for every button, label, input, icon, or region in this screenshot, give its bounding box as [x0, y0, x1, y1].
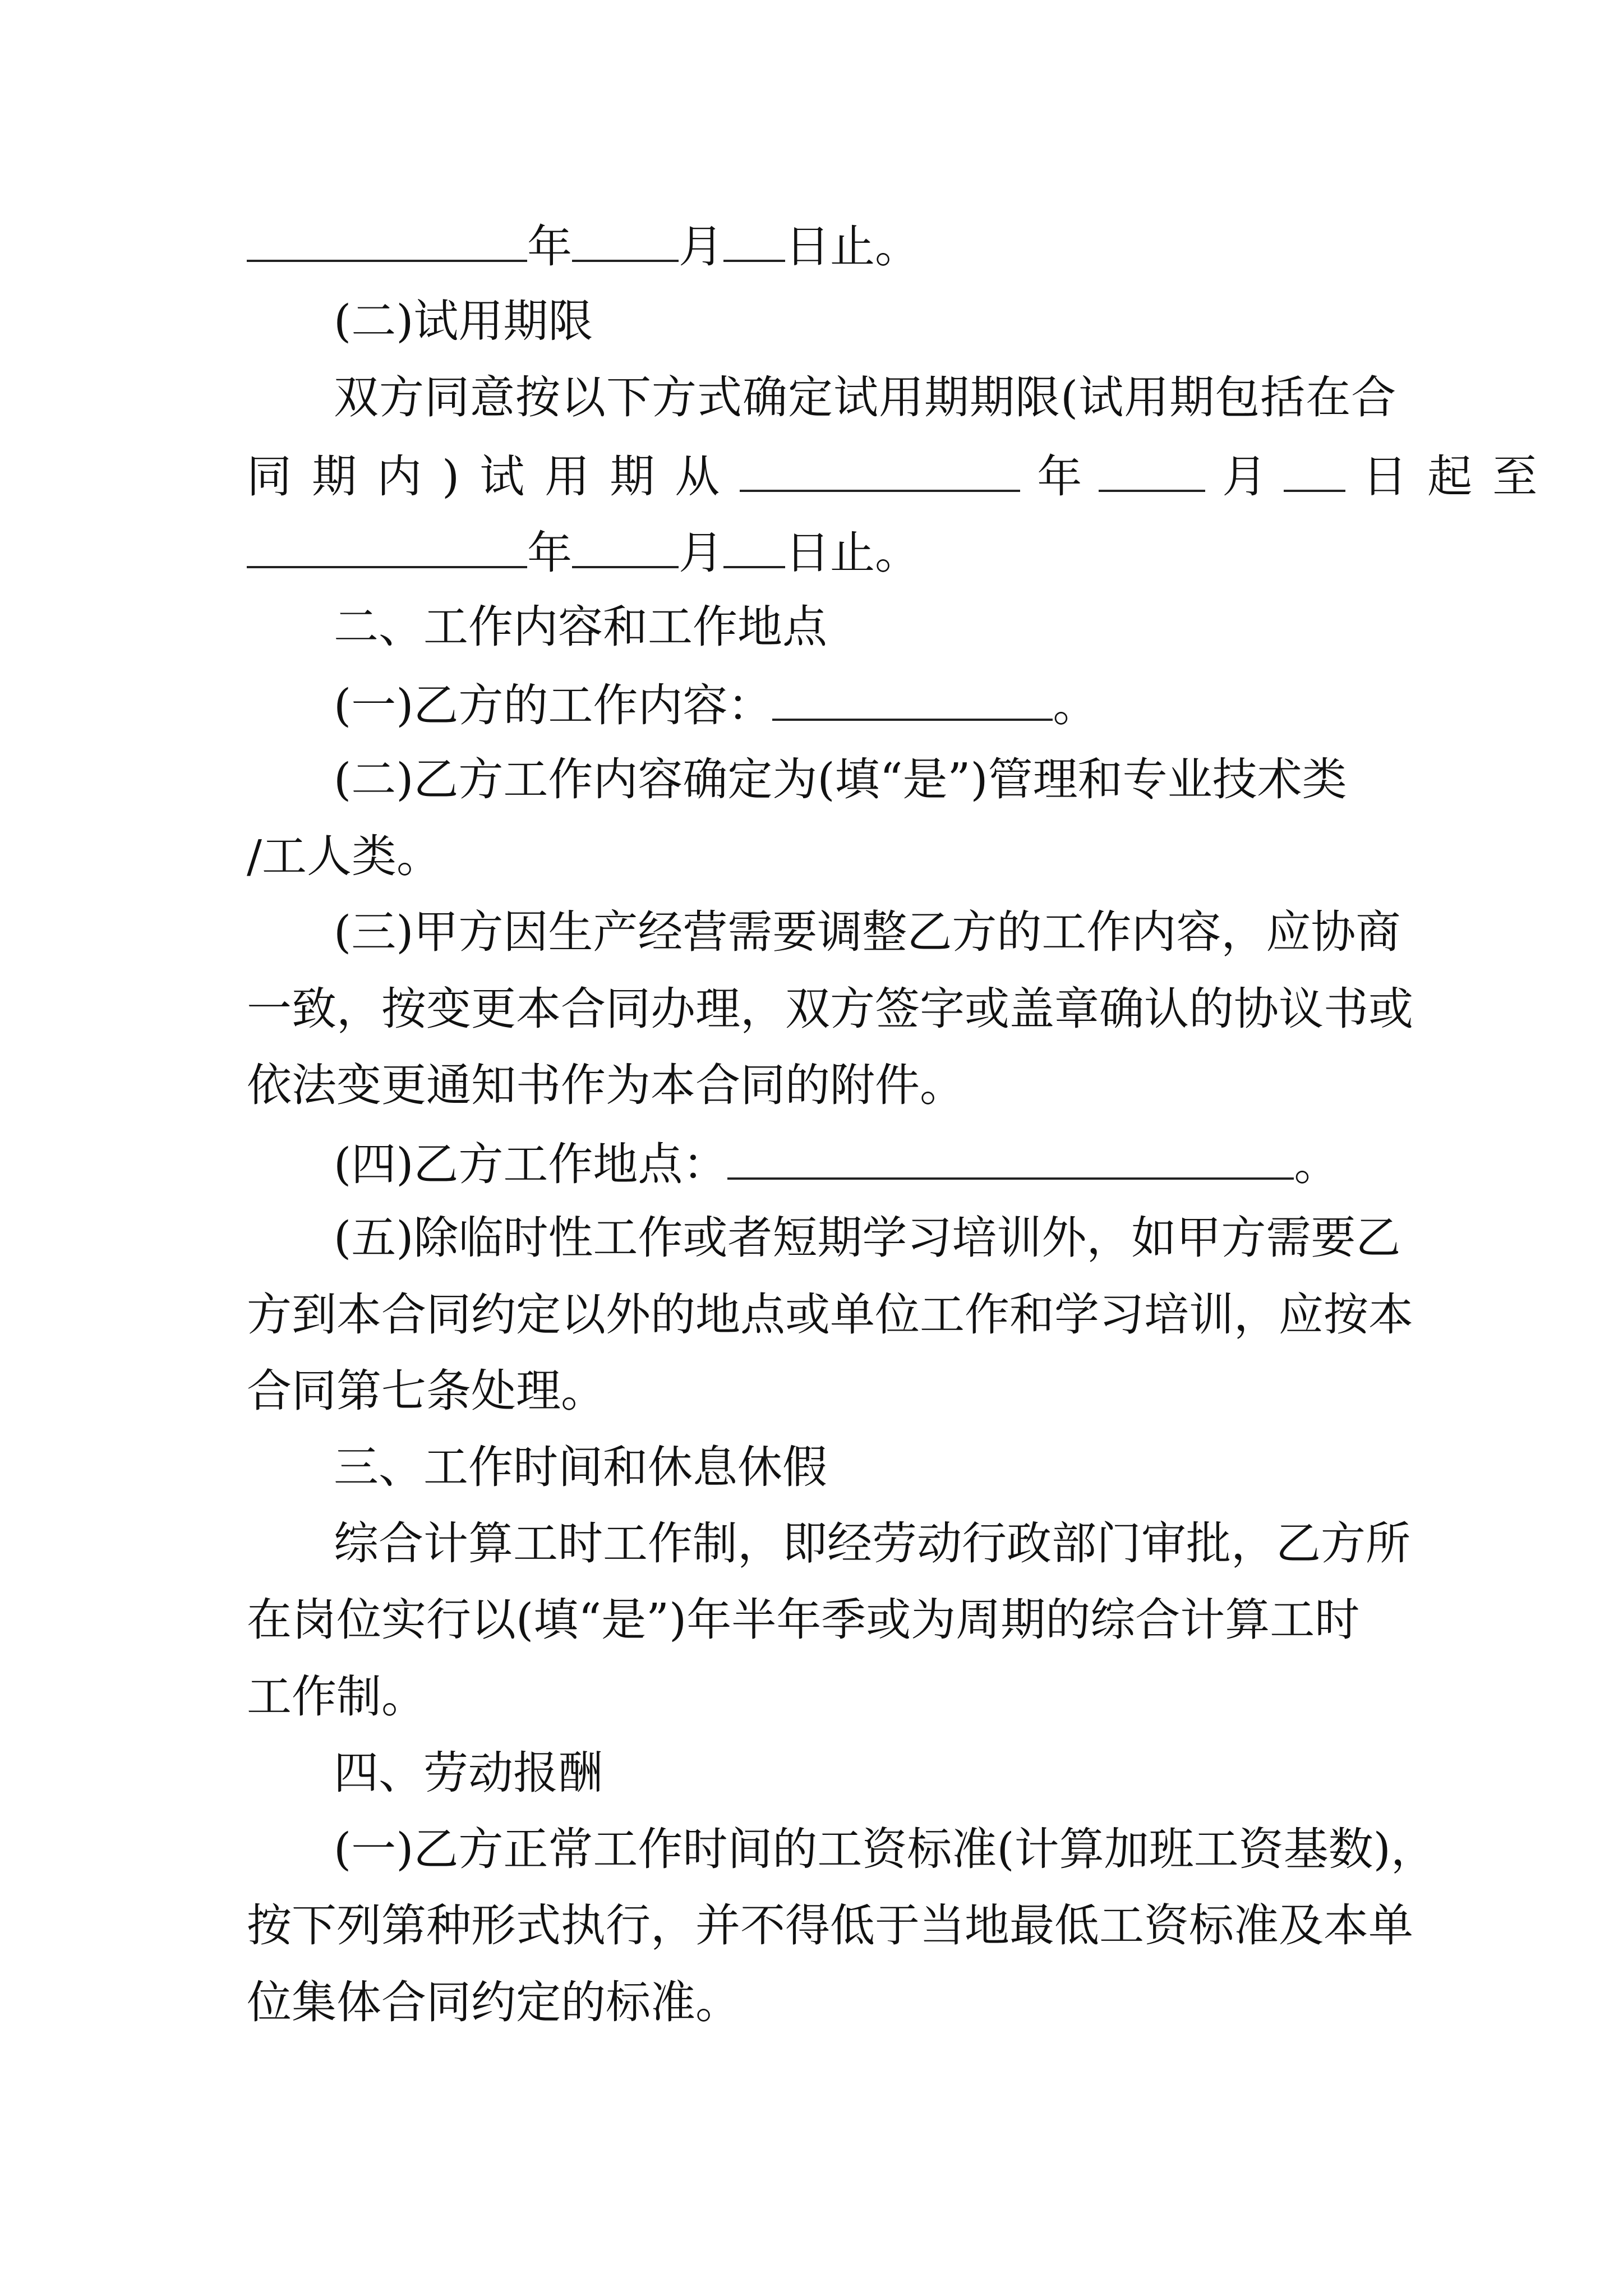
- blank-year[interactable]: [247, 522, 527, 568]
- text-line-14: (五)除临时性工作或者短期学习培训外，如甲方需要乙: [334, 1212, 1401, 1264]
- text-line-19: 在岗位实行以(填“是”)年半年季或为周期的综合计算工时: [247, 1594, 1360, 1646]
- blank-month[interactable]: [572, 522, 679, 568]
- text: 日止。: [785, 220, 920, 273]
- text-line-5: [247, 522, 920, 581]
- blank-day[interactable]: [723, 522, 785, 568]
- text: 月: [679, 527, 723, 579]
- text-line-16: 合同第七条处理。: [247, 1365, 606, 1417]
- text: 年: [527, 527, 572, 579]
- text: 日止。: [785, 527, 920, 579]
- section-heading: 三、工作时间和休息休假: [334, 1441, 827, 1493]
- blank-year[interactable]: [247, 216, 527, 262]
- text: 月: [679, 220, 723, 273]
- blank-month[interactable]: [1099, 446, 1205, 492]
- text-line-10: (三)甲方因生产经营需要调整乙方的工作内容，应协商: [334, 906, 1401, 958]
- text-line-2: (二)试用期限: [334, 295, 593, 347]
- text-line-23: 按下列第种形式执行，并不得低于当地最低工资标准及本单: [247, 1899, 1413, 1952]
- text-line-8: (二)乙方工作内容确定为(填“是”)管理和专业技术类: [334, 753, 1347, 806]
- text: 月: [1222, 450, 1267, 503]
- text: 年: [527, 220, 572, 273]
- blank-work-location[interactable]: [727, 1134, 1294, 1180]
- blank-month[interactable]: [572, 216, 679, 262]
- text: (四)乙方工作地点：: [334, 1138, 728, 1190]
- text: 日起至: [1362, 450, 1558, 503]
- text: 同期内)试用期从: [247, 450, 740, 503]
- text: 年: [1037, 450, 1082, 503]
- text: 。: [1294, 1138, 1339, 1190]
- text-line-24: 位集体合同约定的标准。: [247, 1976, 740, 2028]
- text: (一)乙方的工作内容：: [334, 679, 773, 731]
- text-line-20: 工作制。: [247, 1671, 426, 1723]
- text-line-15: 方到本合同约定以外的地点或单位工作和学习培训，应按本: [247, 1289, 1413, 1341]
- blank-day[interactable]: [1284, 446, 1345, 492]
- blank-day[interactable]: [723, 216, 785, 262]
- text-line-9: /工人类。: [247, 830, 441, 882]
- text-line-7: [334, 675, 1098, 734]
- text-line-12: 依法变更通知书作为本合同的附件。: [247, 1059, 965, 1111]
- blank-year[interactable]: [740, 446, 1020, 492]
- text-line-13: [334, 1134, 1339, 1193]
- text-line-18: 综合计算工时工作制，即经劳动行政部门审批，乙方所: [334, 1517, 1410, 1570]
- text-line-3: 双方同意按以下方式确定试用期期限(试用期包括在合: [334, 371, 1397, 424]
- text-line-4: [247, 446, 1557, 505]
- blank-work-content[interactable]: [772, 675, 1053, 721]
- text: 。: [1053, 679, 1098, 731]
- text-line-1: [247, 216, 920, 275]
- section-heading: 四、劳动报酬: [334, 1747, 603, 1799]
- text-line-22: (一)乙方正常工作时间的工资标准(计算加班工资基数)，: [334, 1823, 1436, 1875]
- section-heading: 二、工作内容和工作地点: [334, 601, 827, 653]
- text-line-11: 一致，按变更本合同办理，双方签字或盖章确认的协议书或: [247, 983, 1413, 1035]
